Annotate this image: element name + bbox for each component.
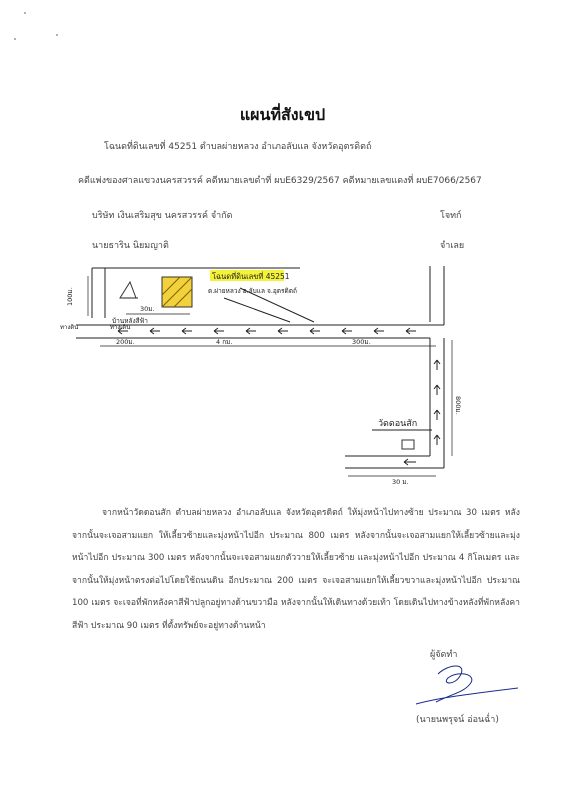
signatory-name: (นายนพรุจน์ อ่อนฉ่ำ) (416, 715, 499, 725)
dirt-road-label: ทางดิน (60, 324, 79, 331)
paved-road-label: ทางเดิน (110, 324, 131, 331)
house-icon (120, 282, 136, 298)
handwritten-signature (408, 654, 528, 714)
defendant-name: นายธาริน นิยมญาติ (92, 241, 169, 251)
temple-gate (402, 440, 414, 449)
dist-30m-top: 30ม. (140, 305, 155, 313)
dist-30m-bottom: 30 ม. (392, 478, 409, 486)
plaintiff-role: โจทก์ (440, 211, 462, 221)
plaintiff-name: บริษัท เงินเสริมสุข นครสวรรค์ จำกัด (92, 211, 233, 221)
house-label: บ้านหลังสีฟ้า (112, 317, 148, 325)
case-line: คดีแพ่งของศาลแขวงนครสวรรค์ คดีหมายเลขดำที่ ผบE6329/2567 คดีหมายเลขแดงที่ ผบE7066/2567 (78, 176, 482, 186)
document-title: แผนที่สังเขป (239, 105, 326, 124)
dist-800m: 800ม. (454, 396, 462, 415)
temple-label: วัดดอนสัก (378, 419, 418, 429)
defendant-role: จำเลย (440, 241, 465, 251)
dist-200m: 200ม. (116, 338, 135, 346)
dist-4km: 4 กม. (216, 338, 233, 346)
dist-300m: 300ม. (352, 338, 371, 346)
deed-line: โฉนดที่ดินเลขที่ 45251 ตำบลผ่ายหลวง อำเภอลับแล จังหวัดอุตรดิตถ์ (104, 142, 372, 152)
directions-paragraph: จากหน้าวัดดอนสัก ตำบลผ่ายหลวง อำเภอลับแล จังหวัดอุตรดิตถ์ ให้มุ่งหน้าไปทางซ้าย ประมาณ 30 เมตร หลังจากนั้นจะเจอสามแยก ให้เลี้ยวซ้ายและมุ่งหน้าไปอีก ประมาณ 800 เมตร หลังจากนั้นจะเจอสามแยกให้เลี้ยวซ้ายและมุ่งหน้าไปอีก ประมาณ 300 เมตร หลังจากนั้นจะเจอสามแยกตัววายให้เลี้ยวซ้าย และมุ่งหน้าไปอีก ประมาณ 4 กิโลเมตร และจากนั้นให้มุ่งหน้าตรงต่อไปโดยใช้ถนนดิน อีกประมาณ 200 เมตร จะเจอสามแยกให้เลี้ยวขวาและมุ่งหน้าไปอีก ประมาณ 100 เมตร จะเจอที่พักหลังคาสีฟ้าปลูกอยู่ทางด้านขวามือ หลังจากนั้นให้เดินทางด้วยเท้า โดยเดินไปทางข้างหลังที่พักหลังคาสีฟ้า ประมาณ 90 เมตร ที่ตั้งทรัพย์จะอยู่ทางด้านหน้า (72, 508, 520, 631)
y-road-b (224, 298, 290, 322)
signature-label: ผู้จัดทำ (430, 650, 458, 660)
plot-sublabel: ต.ผ่ายหลวง อ.ลับแล จ.อุตรดิตถ์ (208, 287, 297, 295)
dist-100m-left: 100ม. (66, 287, 74, 306)
plot-label: โฉนดที่ดินเลขที่ 45251 (212, 272, 290, 281)
